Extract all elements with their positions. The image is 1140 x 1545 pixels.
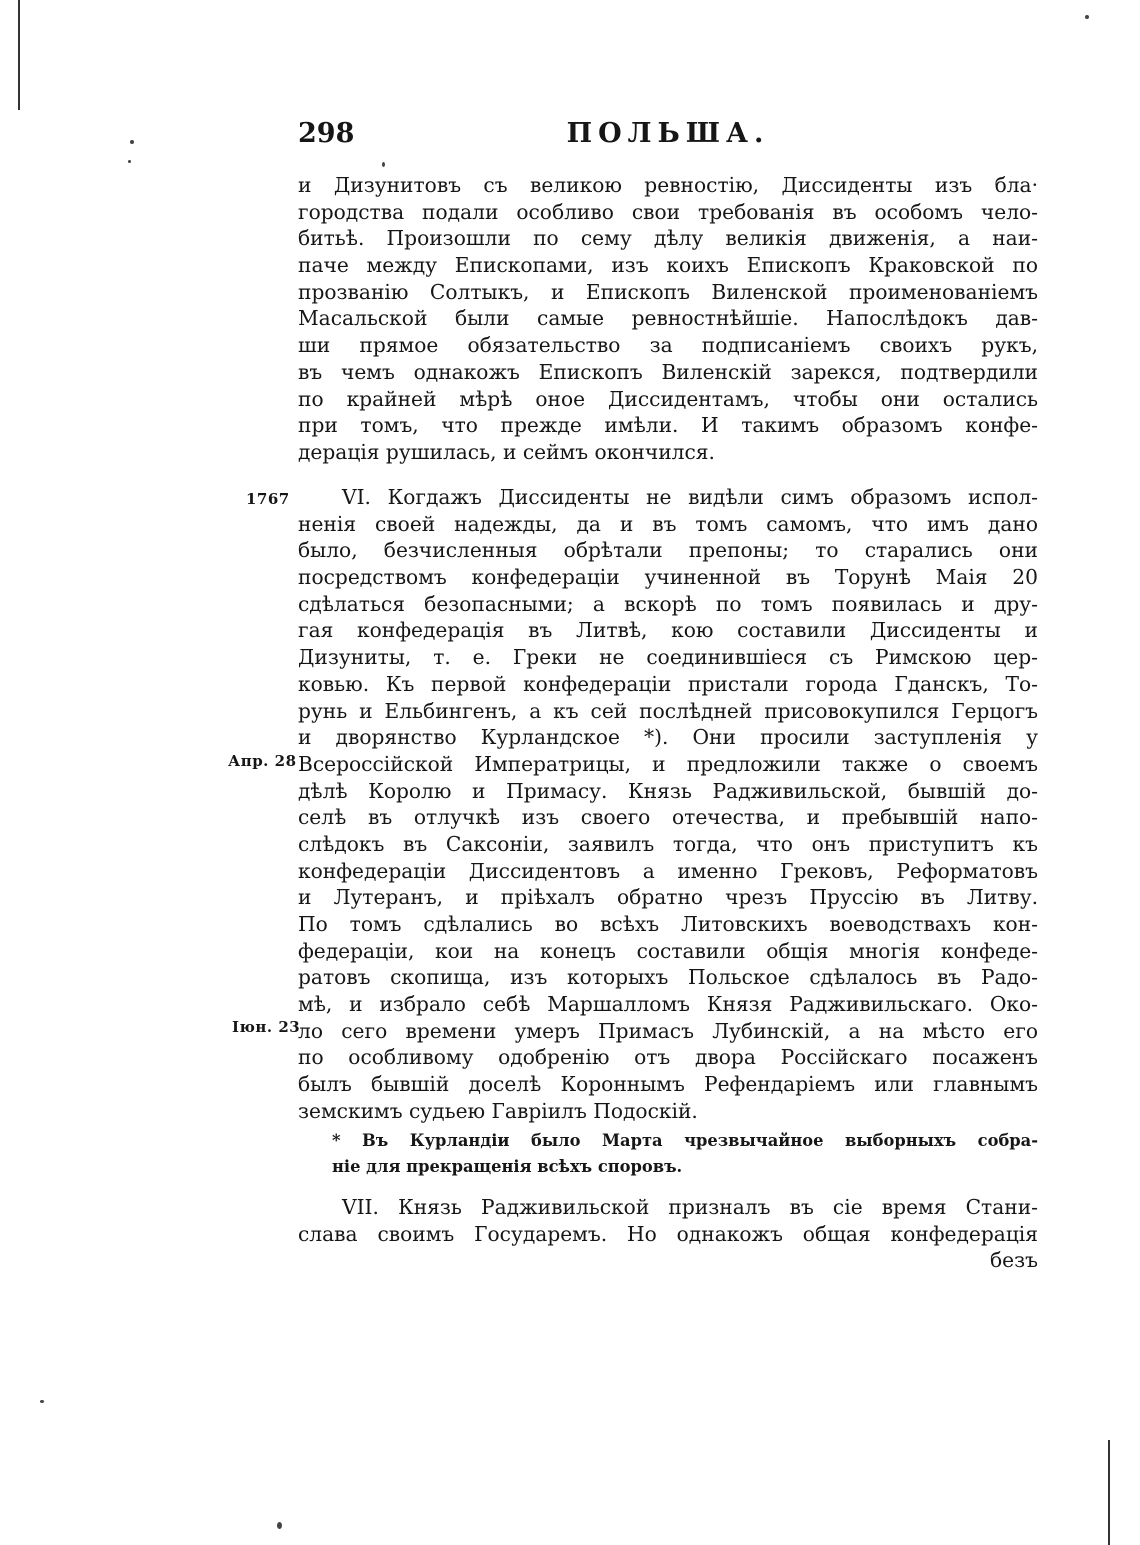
text-line: ло сего времени умеръ Примасъ Лубинскій, а на мѣсто его	[298, 1018, 1038, 1043]
text-line: и Дизунитовъ съ великою ревностію, Диссиденты изъ бла·	[298, 173, 1038, 197]
text-line: по особливому одобренію отъ двора Россійскаго посаженъ	[298, 1045, 1038, 1070]
text-line: прозванію Солтыкъ, и Епископъ Виленской проименованіемъ	[298, 279, 1038, 304]
text-line: ратовъ скопища, изъ которыхъ Польское сдѣлалось въ Радо-	[298, 965, 1038, 990]
scan-speck	[277, 1522, 282, 1529]
paragraph-1	[298, 172, 1038, 466]
text-line: битьѣ. Произошли по сему дѣлу великія движенія, а наи-	[298, 226, 1038, 251]
text-line: рунь и Ельбингенъ, а къ сей послѣдней присовокупился Герцогъ	[298, 698, 1038, 723]
text-line: конфедераціи Диссидентовъ а именно Грековъ, Реформатовъ	[298, 858, 1038, 883]
page-header	[298, 118, 1038, 158]
text-line: слѣдокъ въ Саксоніи, заявилъ тогда, что онъ приступитъ къ	[298, 831, 1038, 856]
running-head: ПОЛЬША.	[566, 118, 770, 149]
scan-speck	[1085, 15, 1089, 19]
scan-speck	[130, 140, 134, 144]
text-line: дѣлѣ Королю и Примасу. Князь Радживильской, бывшій до-	[298, 778, 1038, 803]
paragraph-2	[298, 484, 1038, 1125]
text-line: по крайней мѣрѣ оное Диссидентамъ, чтобы они остались	[298, 386, 1038, 411]
text-line: и Лутеранъ, и пріѣхалъ обратно чрезъ Пруссію въ Литву.	[298, 885, 1038, 910]
scan-speck	[382, 162, 385, 167]
margin-year: 1767	[246, 490, 290, 508]
text-line: федераціи, кои на конецъ составили общія многія конфеде-	[298, 938, 1038, 963]
text-line: ковью. Къ первой конфедераціи пристали города Гданскъ, То-	[298, 671, 1038, 696]
scan-speck	[40, 1400, 44, 1403]
text-line: въ чемъ однакожъ Епископъ Виленскій зарекся, подтвердили	[298, 359, 1038, 384]
text-line: паче между Епископами, изъ коихъ Епископъ Краковской по	[298, 253, 1038, 278]
text-line: мѣ, и избрало себѣ Маршалломъ Князя Радживильскаго. Око-	[298, 992, 1038, 1017]
page-number: 298	[298, 118, 355, 149]
margin-date: Іюн. 23	[232, 1018, 301, 1036]
text-line: посредствомъ конфедераціи учиненной въ Торунѣ Маія 20	[298, 565, 1038, 590]
footnote-line: * Въ Курландіи было Марта чрезвычайное выборныхъ собра-	[332, 1131, 1038, 1150]
scan-edge-line	[18, 0, 20, 110]
text-line: Всероссійской Императрицы, и предложили также о своемъ	[298, 751, 1038, 776]
text-line: и дворянство Курландское *). Они просили заступленія у	[298, 725, 1038, 750]
margin-date: Апр. 28	[228, 752, 297, 770]
text-line: VI. Когдажъ Диссиденты не видѣли симъ образомъ испол-	[342, 485, 1038, 509]
footnote	[332, 1128, 1038, 1180]
text-line: слава своимъ Государемъ. Но однакожъ общая конфедерація	[298, 1221, 1038, 1246]
text-line: селѣ въ отлучкѣ изъ своего отечества, и пребывшій напо-	[298, 805, 1038, 830]
catchword: безъ	[990, 1248, 1038, 1273]
scan-speck	[128, 160, 131, 163]
footnote-line: ніе для прекращенія всѣхъ споровъ.	[332, 1157, 683, 1176]
text-line: дерація рушилась, и сеймъ окончился.	[298, 439, 715, 464]
text-line: По томъ сдѣлались во всѣхъ Литовскихъ воеводствахъ кон-	[298, 912, 1038, 936]
text-line: городства подали особливо свои требованія въ особомъ чело-	[298, 199, 1038, 224]
text-line: при томъ, что прежде имѣли. И такимъ образомъ конфе-	[298, 413, 1038, 438]
text-line: Дизуниты, т. е. Греки не соединившіеся съ Римскою цер-	[298, 645, 1038, 670]
text-line: гая конфедерація въ Литвѣ, кою составили Диссиденты и	[298, 618, 1038, 643]
paragraph-3	[298, 1194, 1038, 1274]
text-line: ненія своей надежды, да и въ томъ самомъ, что имъ дано	[298, 511, 1038, 536]
text-line: VII. Князь Радживильской призналъ въ сіе время Стани-	[342, 1195, 1038, 1219]
text-line: Масальской были самые ревностнѣйшіе. Напослѣдокъ дав-	[298, 306, 1038, 331]
scan-edge-line	[1108, 1440, 1110, 1545]
text-line: земскимъ судьею Гавріилъ Подоскій.	[298, 1098, 698, 1123]
text-line: было, безчисленныя обрѣтали препоны; то старались они	[298, 538, 1038, 563]
text-line: ши прямое обязательство за подписаніемъ своихъ рукъ,	[298, 333, 1038, 358]
text-line: сдѣлаться безопасными; а вскорѣ по томъ появилась и дру-	[298, 591, 1038, 616]
text-line: былъ бывшій доселѣ Короннымъ Рефендаріемъ или главнымъ	[298, 1072, 1038, 1097]
